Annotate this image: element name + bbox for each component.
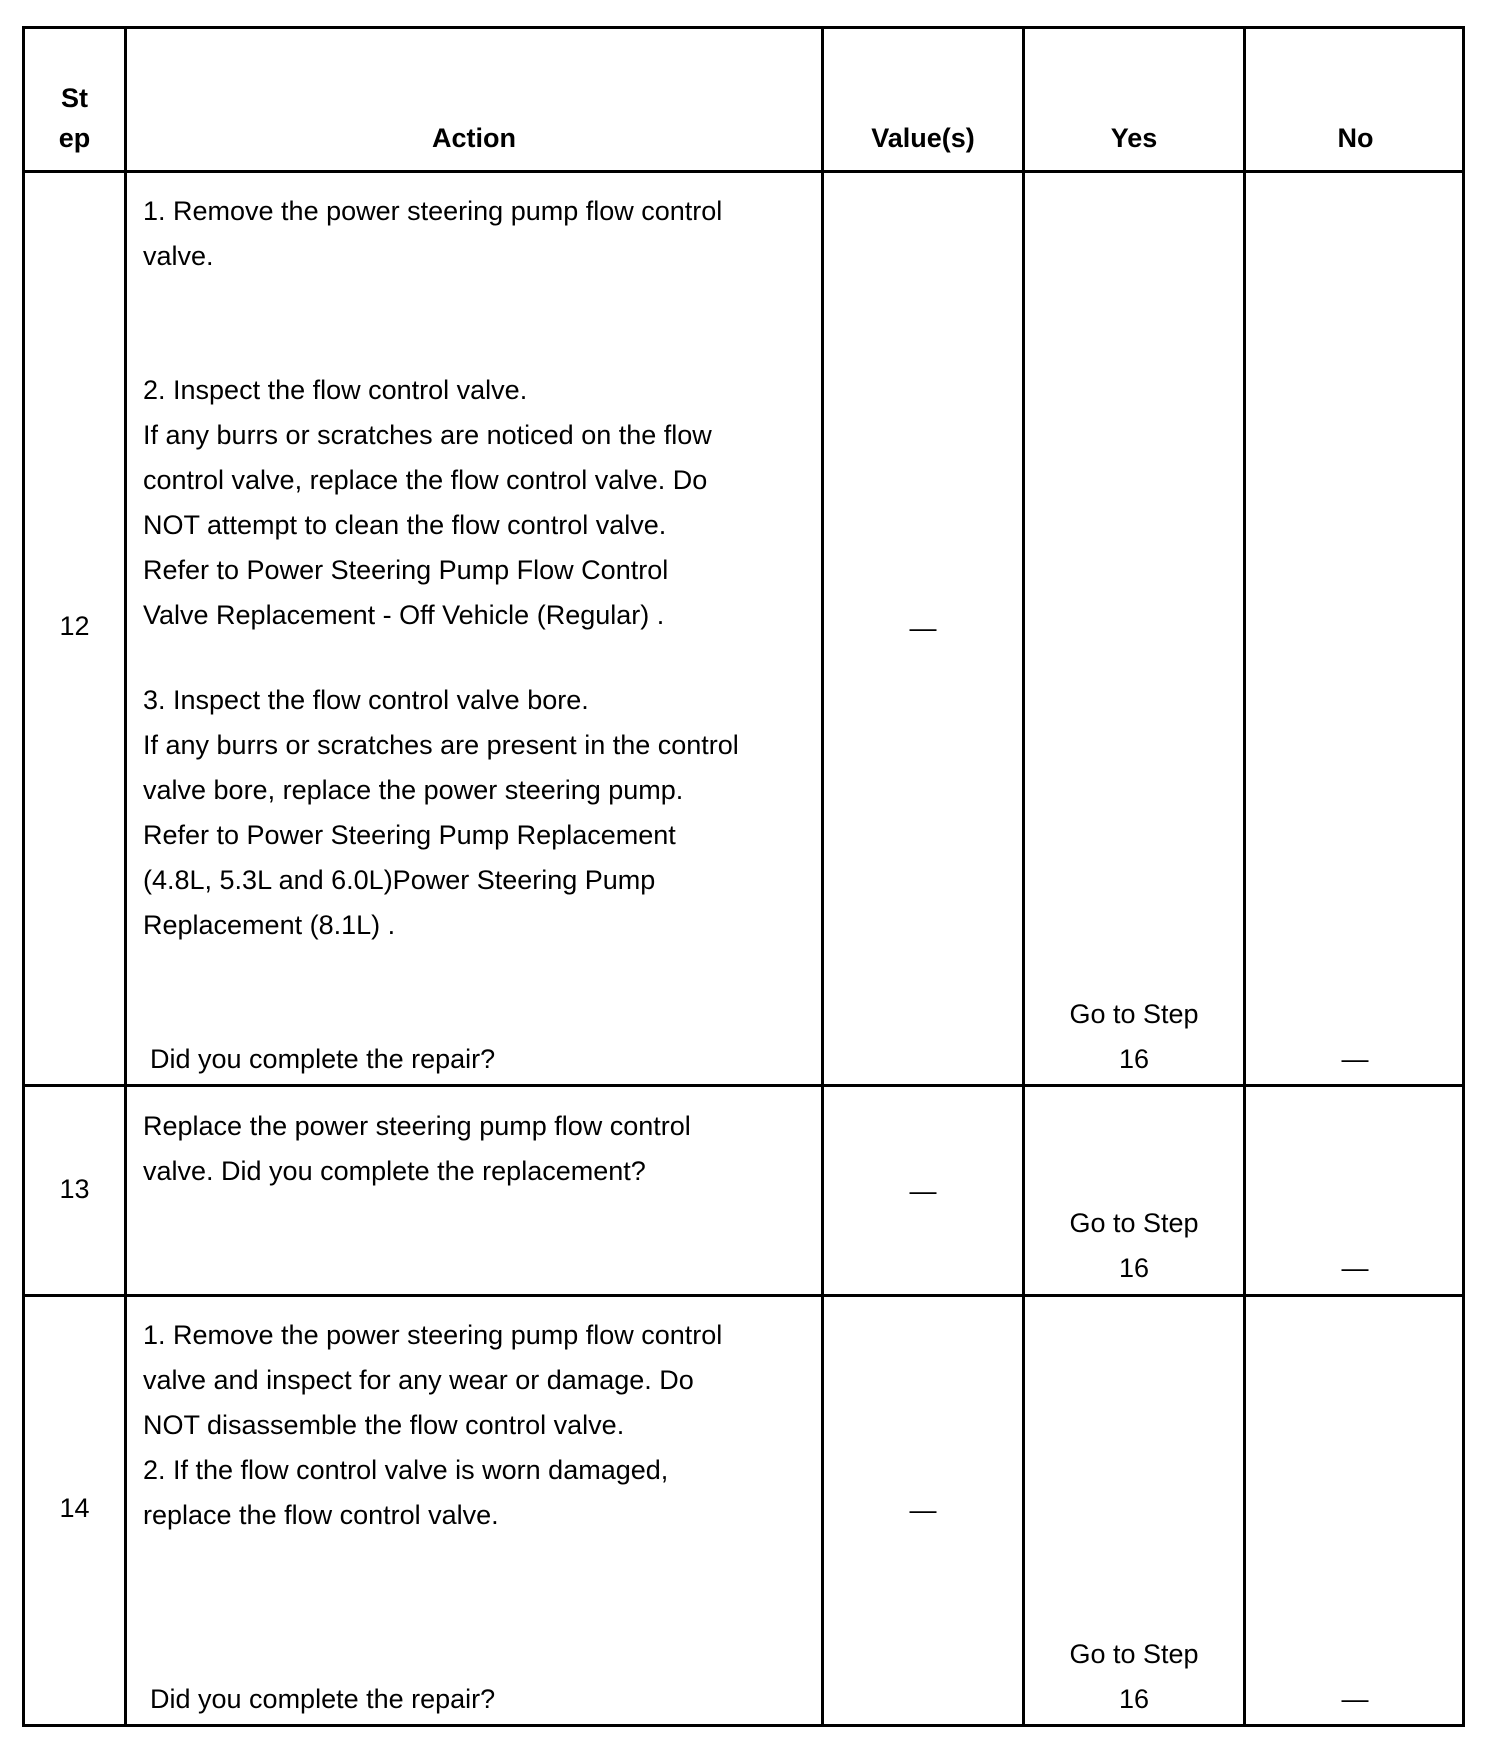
action-question: Did you complete the repair? (150, 1684, 496, 1714)
action-line: Replace the power steering pump flow control (143, 1111, 691, 1141)
action-line: Refer to Power Steering Pump Flow Control (143, 555, 669, 585)
action-line: 2. Inspect the flow control valve. (143, 375, 528, 405)
action-line: 1. Remove the power steering pump flow control (143, 1320, 723, 1350)
yes-text: Go to Step (1069, 999, 1199, 1029)
action-line: 3. Inspect the flow control valve bore. (143, 685, 589, 715)
action-line: 1. Remove the power steering pump flow control (143, 196, 723, 226)
column-divider (821, 29, 824, 1724)
header-step-line1: St (61, 83, 88, 113)
step-number: 14 (59, 1493, 90, 1523)
column-divider (1022, 29, 1025, 1724)
yes-step-number: 16 (1118, 1684, 1150, 1714)
step-number: 12 (59, 611, 90, 641)
action-line: If any burrs or scratches are noticed on the flow (143, 420, 712, 450)
yes-go-to-step (1025, 1201, 1243, 1291)
no-dash: — (1341, 1253, 1369, 1283)
action-line: control valve, replace the flow control valve. Do (143, 465, 708, 495)
row-divider (25, 170, 1462, 173)
action-text (143, 678, 739, 948)
action-line: Replacement (8.1L) . (143, 910, 396, 940)
header-step (25, 78, 124, 158)
yes-go-to-step (1025, 992, 1243, 1082)
header-values: Value(s) (871, 123, 975, 153)
action-line: If any burrs or scratches are present in the control (143, 730, 739, 760)
column-divider (124, 29, 127, 1724)
step-number: 13 (59, 1174, 90, 1204)
value-dash: — (909, 1176, 937, 1206)
action-text (143, 1104, 691, 1194)
action-line: Valve Replacement - Off Vehicle (Regular) . (143, 600, 665, 630)
yes-step-number: 16 (1118, 1044, 1150, 1074)
yes-text: Go to Step (1069, 1208, 1199, 1238)
header-no: No (1337, 123, 1374, 153)
action-line: 2. If the flow control valve is worn damaged, (143, 1455, 669, 1485)
action-question: Did you complete the repair? (150, 1044, 496, 1074)
action-line: valve bore, replace the power steering pump. (143, 775, 684, 805)
no-dash: — (1341, 1684, 1369, 1714)
yes-go-to-step (1025, 1632, 1243, 1722)
diagnostic-table (22, 26, 1465, 1727)
action-line: NOT attempt to clean the flow control valve. (143, 510, 667, 540)
action-line: Refer to Power Steering Pump Replacement (143, 820, 676, 850)
column-divider (1243, 29, 1246, 1724)
action-text (143, 189, 722, 279)
action-line: NOT disassemble the flow control valve. (143, 1410, 625, 1440)
yes-text: Go to Step (1069, 1639, 1199, 1669)
action-text (143, 1313, 722, 1538)
row-divider (25, 1084, 1462, 1087)
row-divider (25, 1294, 1462, 1297)
header-action: Action (432, 123, 516, 153)
yes-step-number: 16 (1118, 1253, 1150, 1283)
value-dash: — (909, 1495, 937, 1525)
action-line: valve. Did you complete the replacement? (143, 1156, 646, 1186)
value-dash: — (909, 613, 937, 643)
action-text (143, 368, 712, 638)
header-step-line2: ep (58, 123, 91, 153)
no-dash: — (1341, 1044, 1369, 1074)
header-yes: Yes (1110, 123, 1158, 153)
action-line: valve and inspect for any wear or damage. Do (143, 1365, 694, 1395)
action-line: valve. (143, 241, 214, 271)
action-line: (4.8L, 5.3L and 6.0L)Power Steering Pump (143, 865, 656, 895)
action-line: replace the flow control valve. (143, 1500, 499, 1530)
